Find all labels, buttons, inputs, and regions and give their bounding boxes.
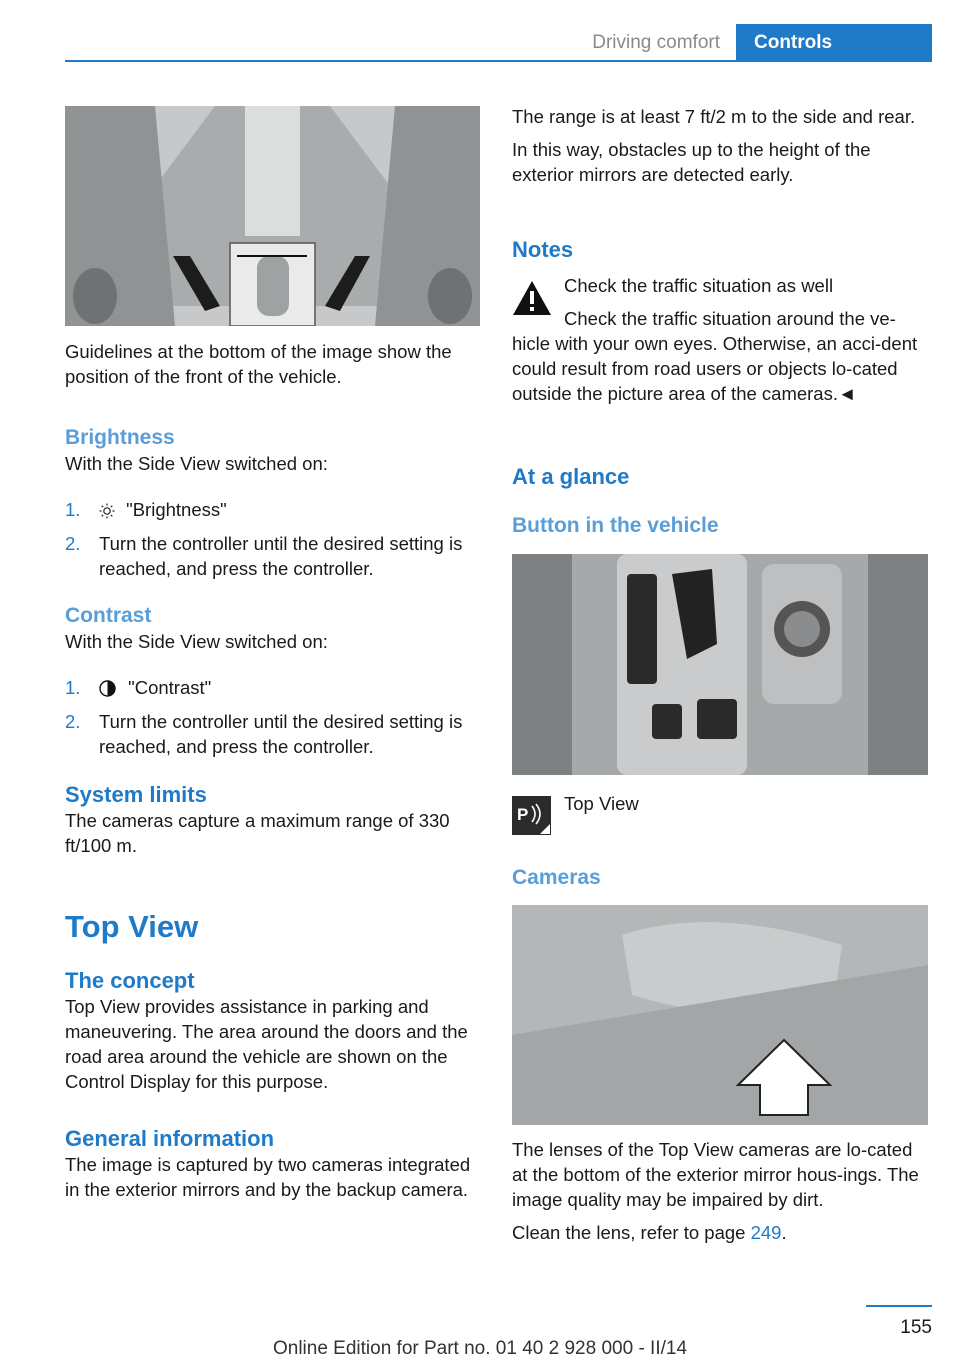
cameras-heading: Cameras (512, 866, 601, 889)
general-info-heading: General information (65, 1126, 275, 1151)
range-text: The range is at least 7 ft/2 m to the side and rear. (512, 106, 916, 127)
page-number: 155 (900, 1317, 932, 1338)
exterior-mirror-image (512, 905, 928, 1125)
contrast-icon (99, 678, 123, 703)
clean-lens-text (512, 1220, 930, 1245)
sun-icon (99, 500, 121, 525)
notes-title: Check the traffic situation as well (564, 275, 834, 296)
image-caption: Guidelines at the bottom of the image show the position of the front of the vehicle. (65, 341, 452, 387)
concept-heading: The concept (65, 968, 195, 993)
system-limits-text: The cameras capture a maximum range of 330 ft/100 m. (65, 810, 450, 856)
side-view-display-image (65, 106, 480, 326)
page-reference-link[interactable]: 249 (750, 1222, 782, 1243)
brightness-heading: Brightness (65, 426, 175, 449)
brightness-step-1: "Brightness" (126, 499, 227, 520)
clean-lens-prefix: Clean the lens, refer to page (512, 1222, 751, 1243)
header-tab-controls: Controls (736, 24, 932, 62)
notes-text-line1: Check the traffic situation around the ve- (564, 308, 896, 329)
brightness-intro: With the Side View switched on: (65, 453, 328, 474)
system-limits-heading: System limits (65, 782, 207, 807)
footer-edition: Online Edition for Part no. 01 40 2 928 000 - II/14 (272, 1338, 688, 1359)
svg-text:P: P (517, 805, 529, 824)
contrast-step-1: "Contrast" (128, 677, 212, 698)
concept-text: Top View provides assistance in parking and maneuvering. The area around the doors and the road area around the vehicle are shown on the Control Display for this purpose. (65, 996, 468, 1092)
footer-rule (866, 1305, 932, 1307)
header-rule (65, 60, 932, 62)
header-section-label: Driving comfort (592, 32, 720, 53)
step-number: 2. (65, 711, 81, 732)
at-a-glance-heading: At a glance (512, 464, 630, 489)
notes-heading: Notes (512, 237, 574, 262)
step-number: 1. (65, 677, 81, 698)
cameras-text: The lenses of the Top View cameras are lo-cated at the bottom of the exterior mirror hous-ings. The image quality may be impaired by dirt. (512, 1139, 919, 1210)
notes-text: hicle with your own eyes. Otherwise, an acci-dent could result from road users or objects lo-cated outside the picture area of the cameras.◄ (512, 333, 918, 404)
obstacles-text: In this way, obstacles up to the height of the exterior mirrors are detected early. (512, 139, 871, 185)
general-info-text: The image is captured by two cameras integrated in the exterior mirrors and by the backup camera. (65, 1154, 471, 1200)
top-view-button-icon (512, 796, 551, 835)
contrast-step-2: Turn the controller until the desired setting is reached, and press the controller. (99, 711, 463, 757)
step-number: 2. (65, 533, 81, 554)
clean-lens-suffix: . (781, 1222, 787, 1243)
contrast-heading: Contrast (65, 604, 152, 627)
top-view-heading: Top View (65, 909, 199, 944)
warning-icon (512, 280, 552, 321)
center-console-image (512, 554, 928, 775)
contrast-intro: With the Side View switched on: (65, 631, 328, 652)
brightness-step-2: Turn the controller until the desired setting is reached, and press the controller. (99, 533, 463, 579)
top-view-button-label: Top View (564, 793, 639, 814)
button-in-vehicle-heading: Button in the vehicle (512, 514, 719, 537)
step-number: 1. (65, 499, 81, 520)
